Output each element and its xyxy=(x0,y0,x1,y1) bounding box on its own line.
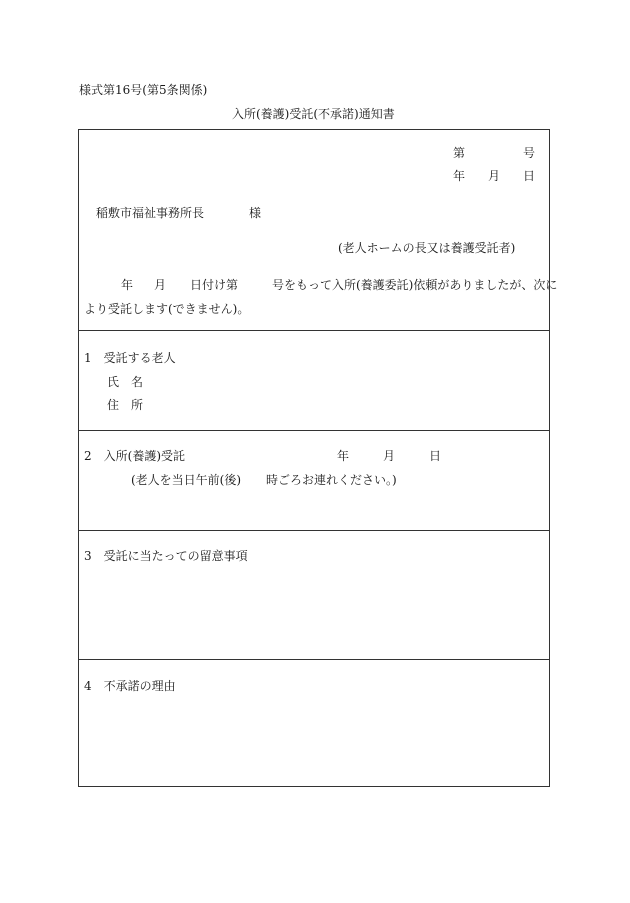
divider-1 xyxy=(78,330,550,331)
body-month: 月 xyxy=(154,278,167,292)
divider-4 xyxy=(78,659,550,660)
section3-heading: 3 受託に当たっての留意事項 xyxy=(84,549,248,563)
section2-note-part1: (老人を当日午前(後) xyxy=(131,473,242,487)
section2-note-part2: 時ごろお連れください。) xyxy=(266,473,397,487)
date-year: 年 xyxy=(453,169,466,183)
number-prefix: 第 xyxy=(453,146,466,160)
section1-name-label: 氏 名 xyxy=(107,375,144,389)
section2-day: 日 xyxy=(429,449,442,463)
date-month: 月 xyxy=(488,169,501,183)
sender-title: (老人ホームの長又は養護受託者) xyxy=(338,241,516,255)
section1-address-label: 住 所 xyxy=(107,398,144,412)
section1-heading: 1 受託する老人 xyxy=(84,351,176,365)
body-text-line2: より受託します(できません)。 xyxy=(84,302,250,316)
body-text-line1: 号をもって入所(養護委託)依頼がありましたが、次に xyxy=(272,278,558,292)
body-year: 年 xyxy=(121,278,134,292)
divider-3 xyxy=(78,530,550,531)
section2-heading: 2 入所(養護)受託 xyxy=(84,449,185,463)
section2-year: 年 xyxy=(337,449,350,463)
divider-2 xyxy=(78,430,550,431)
number-suffix: 号 xyxy=(523,146,536,160)
addressee-honorific: 様 xyxy=(249,206,262,220)
addressee-name: 稲敷市福祉事務所長 xyxy=(96,206,205,220)
document-title: 入所(養護)受託(不承諾)通知書 xyxy=(232,107,395,121)
section4-heading: 4 不承諾の理由 xyxy=(84,679,176,693)
form-number: 様式第16号(第5条関係) xyxy=(79,83,208,97)
body-day-ref: 日付け第 xyxy=(190,278,239,292)
date-day: 日 xyxy=(523,169,536,183)
section2-month: 月 xyxy=(383,449,396,463)
